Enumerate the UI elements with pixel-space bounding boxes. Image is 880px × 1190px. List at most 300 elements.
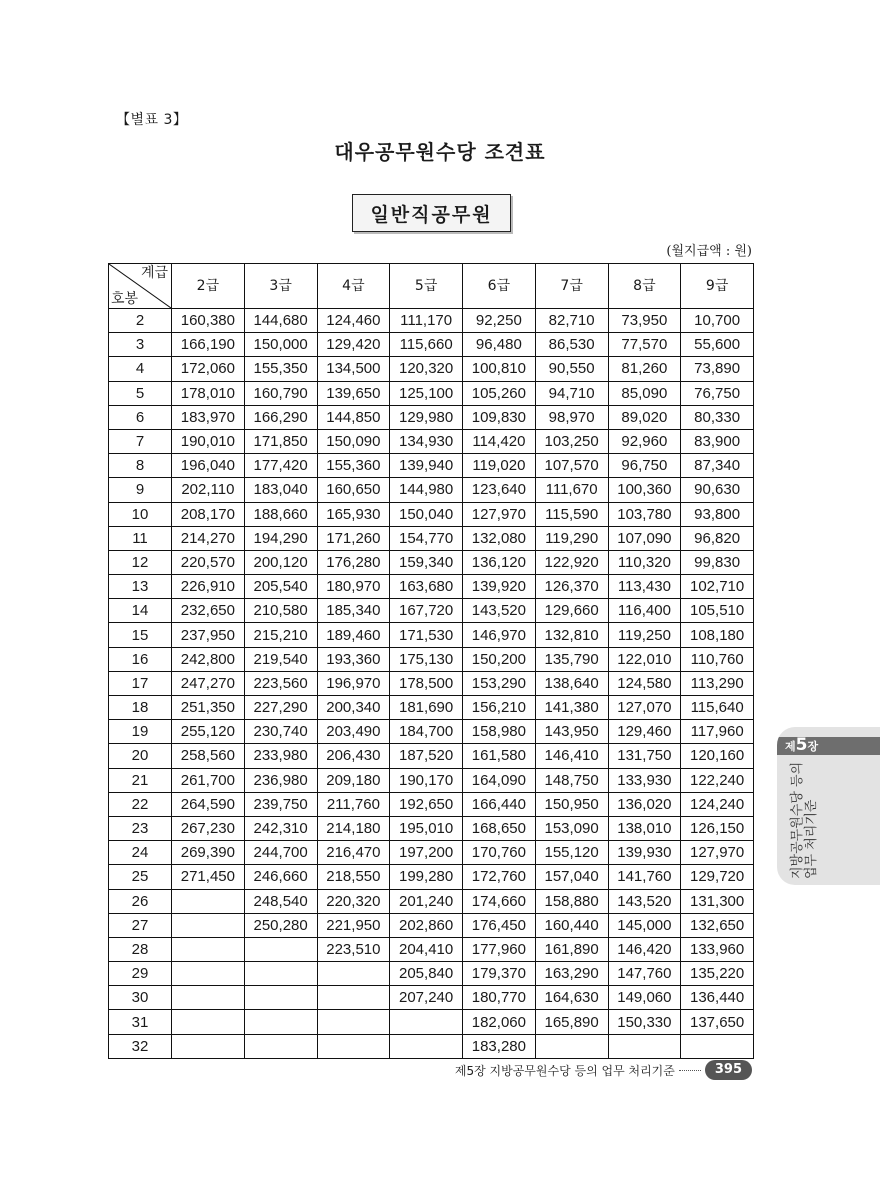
amount-cell: 164,090: [463, 768, 536, 792]
table-row: [109, 575, 754, 599]
grade-header-2: 2급: [172, 264, 245, 309]
amount-cell: 105,510: [681, 599, 754, 623]
amount-cell: 160,380: [172, 309, 245, 333]
amount-cell: 147,760: [608, 962, 681, 986]
step-cell: 2: [109, 309, 172, 333]
amount-cell: 141,380: [535, 696, 608, 720]
amount-cell: 160,790: [244, 381, 317, 405]
amount-cell: 177,960: [463, 937, 536, 961]
chapter-number-label: [785, 735, 818, 755]
amount-cell: 110,320: [608, 550, 681, 574]
amount-cell: 226,910: [172, 575, 245, 599]
amount-cell: 171,530: [390, 623, 463, 647]
amount-cell: 195,010: [390, 816, 463, 840]
amount-cell: 73,950: [608, 309, 681, 333]
table-row: [109, 720, 754, 744]
amount-cell: 102,710: [681, 575, 754, 599]
amount-cell: [535, 1034, 608, 1058]
amount-cell: 131,300: [681, 889, 754, 913]
table-row: [109, 599, 754, 623]
step-cell: 25: [109, 865, 172, 889]
amount-cell: 233,980: [244, 744, 317, 768]
amount-cell: 171,260: [317, 526, 390, 550]
amount-cell: 193,360: [317, 647, 390, 671]
table-row: [109, 937, 754, 961]
amount-cell: [244, 1034, 317, 1058]
section-title-box: [352, 194, 511, 232]
grade-header-4: 4급: [317, 264, 390, 309]
amount-cell: 204,410: [390, 937, 463, 961]
amount-cell: 127,970: [463, 502, 536, 526]
amount-cell: 201,240: [390, 889, 463, 913]
table-row: [109, 889, 754, 913]
amount-cell: 148,750: [535, 768, 608, 792]
amount-cell: 220,320: [317, 889, 390, 913]
amount-cell: 159,340: [390, 550, 463, 574]
amount-cell: 172,760: [463, 865, 536, 889]
amount-cell: 96,480: [463, 333, 536, 357]
amount-cell: 55,600: [681, 333, 754, 357]
amount-cell: 123,640: [463, 478, 536, 502]
amount-cell: 242,310: [244, 816, 317, 840]
amount-cell: 10,700: [681, 309, 754, 333]
step-cell: 22: [109, 792, 172, 816]
amount-cell: 196,040: [172, 454, 245, 478]
table-row: [109, 696, 754, 720]
amount-cell: 157,040: [535, 865, 608, 889]
amount-cell: 111,670: [535, 478, 608, 502]
step-cell: 14: [109, 599, 172, 623]
amount-cell: 107,090: [608, 526, 681, 550]
allowance-table: [108, 263, 754, 1059]
table-row: [109, 454, 754, 478]
amount-cell: 135,220: [681, 962, 754, 986]
amount-cell: 219,540: [244, 647, 317, 671]
amount-cell: 132,810: [535, 623, 608, 647]
chapter-side-text: 지방공무원수당 등의 업무 처리기준: [790, 761, 819, 879]
amount-cell: 119,290: [535, 526, 608, 550]
amount-cell: 143,520: [463, 599, 536, 623]
table-row: [109, 865, 754, 889]
table-row: [109, 962, 754, 986]
section-title: 일반직공무원: [370, 203, 493, 226]
chapter-prefix: 제: [785, 740, 796, 753]
amount-cell: 122,240: [681, 768, 754, 792]
amount-cell: 166,290: [244, 405, 317, 429]
amount-cell: 175,130: [390, 647, 463, 671]
amount-cell: 136,020: [608, 792, 681, 816]
page-number-badge: 395: [705, 1060, 752, 1080]
amount-cell: [244, 1010, 317, 1034]
amount-cell: 109,830: [463, 405, 536, 429]
amount-cell: 163,680: [390, 575, 463, 599]
amount-cell: 160,650: [317, 478, 390, 502]
amount-cell: 80,330: [681, 405, 754, 429]
table-row: [109, 744, 754, 768]
chapter-suffix: 장: [807, 740, 819, 753]
amount-cell: 126,150: [681, 816, 754, 840]
amount-cell: 122,920: [535, 550, 608, 574]
amount-cell: 115,590: [535, 502, 608, 526]
amount-cell: 189,460: [317, 623, 390, 647]
amount-cell: [317, 962, 390, 986]
amount-cell: 119,250: [608, 623, 681, 647]
amount-cell: 145,000: [608, 913, 681, 937]
amount-cell: 267,230: [172, 816, 245, 840]
amount-cell: 150,040: [390, 502, 463, 526]
amount-cell: 194,290: [244, 526, 317, 550]
amount-cell: 211,760: [317, 792, 390, 816]
amount-cell: 150,000: [244, 333, 317, 357]
amount-cell: [172, 937, 245, 961]
amount-cell: 146,410: [535, 744, 608, 768]
amount-cell: 269,390: [172, 841, 245, 865]
amount-cell: 114,420: [463, 429, 536, 453]
amount-cell: 115,640: [681, 696, 754, 720]
step-cell: 9: [109, 478, 172, 502]
amount-cell: 139,940: [390, 454, 463, 478]
table-row: [109, 671, 754, 695]
amount-cell: 237,950: [172, 623, 245, 647]
step-cell: 10: [109, 502, 172, 526]
table-row: [109, 768, 754, 792]
step-cell: 6: [109, 405, 172, 429]
amount-cell: [244, 962, 317, 986]
table-row: [109, 381, 754, 405]
table-row: [109, 357, 754, 381]
amount-cell: 167,720: [390, 599, 463, 623]
amount-cell: 196,970: [317, 671, 390, 695]
amount-cell: 155,350: [244, 357, 317, 381]
amount-cell: 264,590: [172, 792, 245, 816]
step-cell: 7: [109, 429, 172, 453]
amount-cell: 90,550: [535, 357, 608, 381]
table-row: [109, 405, 754, 429]
amount-cell: 158,880: [535, 889, 608, 913]
amount-cell: 221,950: [317, 913, 390, 937]
amount-cell: [681, 1034, 754, 1058]
table-row: [109, 1034, 754, 1058]
step-cell: 27: [109, 913, 172, 937]
amount-cell: 73,890: [681, 357, 754, 381]
amount-cell: 166,190: [172, 333, 245, 357]
amount-cell: 146,970: [463, 623, 536, 647]
grade-header-5: 5급: [390, 264, 463, 309]
table-label: 【별표 3】: [116, 112, 188, 128]
amount-cell: 124,240: [681, 792, 754, 816]
amount-cell: 156,210: [463, 696, 536, 720]
step-cell: 4: [109, 357, 172, 381]
amount-cell: 215,210: [244, 623, 317, 647]
amount-cell: 166,440: [463, 792, 536, 816]
amount-cell: 93,800: [681, 502, 754, 526]
amount-cell: 135,790: [535, 647, 608, 671]
chapter-side-tab: [777, 727, 880, 885]
amount-cell: 172,060: [172, 357, 245, 381]
amount-cell: 111,170: [390, 309, 463, 333]
amount-cell: 170,760: [463, 841, 536, 865]
amount-cell: 150,090: [317, 429, 390, 453]
amount-cell: 137,650: [681, 1010, 754, 1034]
amount-cell: 184,700: [390, 720, 463, 744]
amount-cell: 129,460: [608, 720, 681, 744]
amount-cell: 223,510: [317, 937, 390, 961]
amount-cell: 154,770: [390, 526, 463, 550]
amount-cell: [172, 913, 245, 937]
amount-cell: 119,020: [463, 454, 536, 478]
amount-cell: 218,550: [317, 865, 390, 889]
table-row: [109, 333, 754, 357]
step-cell: 17: [109, 671, 172, 695]
amount-cell: 248,540: [244, 889, 317, 913]
amount-cell: 155,360: [317, 454, 390, 478]
amount-cell: 247,270: [172, 671, 245, 695]
amount-cell: 153,090: [535, 816, 608, 840]
page-title: 대우공무원수당 조견표: [334, 140, 546, 164]
amount-cell: 103,780: [608, 502, 681, 526]
table-body: [109, 309, 754, 1059]
step-cell: 11: [109, 526, 172, 550]
amount-cell: [317, 1010, 390, 1034]
step-cell: 13: [109, 575, 172, 599]
chapter-number: 5: [795, 735, 808, 755]
grade-header-8: 8급: [608, 264, 681, 309]
amount-cell: 205,540: [244, 575, 317, 599]
amount-cell: 115,660: [390, 333, 463, 357]
amount-cell: 216,470: [317, 841, 390, 865]
amount-cell: 239,750: [244, 792, 317, 816]
amount-cell: 107,570: [535, 454, 608, 478]
amount-cell: [390, 1034, 463, 1058]
amount-cell: 161,580: [463, 744, 536, 768]
corner-label-grade: 계급: [140, 265, 168, 281]
amount-cell: 165,930: [317, 502, 390, 526]
amount-cell: [172, 1034, 245, 1058]
amount-cell: 110,760: [681, 647, 754, 671]
amount-cell: 183,280: [463, 1034, 536, 1058]
amount-cell: 122,010: [608, 647, 681, 671]
amount-cell: 143,950: [535, 720, 608, 744]
amount-cell: 132,650: [681, 913, 754, 937]
table-row: [109, 647, 754, 671]
amount-cell: 113,290: [681, 671, 754, 695]
amount-cell: 176,280: [317, 550, 390, 574]
amount-cell: 133,960: [681, 937, 754, 961]
amount-cell: 124,580: [608, 671, 681, 695]
amount-cell: 236,980: [244, 768, 317, 792]
amount-cell: 77,570: [608, 333, 681, 357]
amount-cell: 188,660: [244, 502, 317, 526]
amount-cell: 90,630: [681, 478, 754, 502]
amount-cell: 139,650: [317, 381, 390, 405]
table-row: [109, 986, 754, 1010]
amount-cell: 208,170: [172, 502, 245, 526]
amount-cell: 99,830: [681, 550, 754, 574]
amount-cell: 163,290: [535, 962, 608, 986]
page-footer: [455, 1060, 752, 1080]
amount-cell: 125,100: [390, 381, 463, 405]
amount-cell: 207,240: [390, 986, 463, 1010]
amount-cell: 105,260: [463, 381, 536, 405]
step-cell: 23: [109, 816, 172, 840]
amount-cell: 197,200: [390, 841, 463, 865]
amount-cell: 103,250: [535, 429, 608, 453]
amount-cell: 182,060: [463, 1010, 536, 1034]
step-cell: 18: [109, 696, 172, 720]
amount-cell: 165,890: [535, 1010, 608, 1034]
amount-cell: 94,710: [535, 381, 608, 405]
table-corner-cell: [109, 264, 172, 309]
amount-cell: 96,750: [608, 454, 681, 478]
table-row: [109, 526, 754, 550]
amount-cell: 129,660: [535, 599, 608, 623]
amount-cell: 190,010: [172, 429, 245, 453]
amount-cell: [172, 1010, 245, 1034]
amount-cell: 113,430: [608, 575, 681, 599]
amount-cell: 244,700: [244, 841, 317, 865]
grade-header-9: 9급: [681, 264, 754, 309]
amount-cell: 134,500: [317, 357, 390, 381]
amount-cell: 209,180: [317, 768, 390, 792]
amount-cell: 183,040: [244, 478, 317, 502]
amount-cell: 192,650: [390, 792, 463, 816]
step-cell: 3: [109, 333, 172, 357]
amount-cell: 144,980: [390, 478, 463, 502]
footer-dotted-rule: [679, 1070, 701, 1071]
amount-cell: 177,420: [244, 454, 317, 478]
amount-cell: 171,850: [244, 429, 317, 453]
amount-cell: 199,280: [390, 865, 463, 889]
amount-cell: 200,120: [244, 550, 317, 574]
amount-cell: 133,930: [608, 768, 681, 792]
amount-cell: 100,360: [608, 478, 681, 502]
amount-cell: 138,640: [535, 671, 608, 695]
amount-cell: [390, 1010, 463, 1034]
amount-cell: 174,660: [463, 889, 536, 913]
amount-cell: 92,250: [463, 309, 536, 333]
step-cell: 15: [109, 623, 172, 647]
table-row: [109, 429, 754, 453]
amount-cell: 127,070: [608, 696, 681, 720]
table-row: [109, 1010, 754, 1034]
amount-cell: 205,840: [390, 962, 463, 986]
amount-cell: 223,560: [244, 671, 317, 695]
amount-cell: 271,450: [172, 865, 245, 889]
amount-cell: 139,920: [463, 575, 536, 599]
amount-cell: 202,110: [172, 478, 245, 502]
amount-cell: 76,750: [681, 381, 754, 405]
amount-cell: [317, 986, 390, 1010]
amount-cell: 183,970: [172, 405, 245, 429]
step-cell: 31: [109, 1010, 172, 1034]
amount-cell: 164,630: [535, 986, 608, 1010]
amount-cell: 136,120: [463, 550, 536, 574]
amount-cell: 179,370: [463, 962, 536, 986]
amount-cell: 117,960: [681, 720, 754, 744]
amount-cell: 98,970: [535, 405, 608, 429]
amount-cell: 85,090: [608, 381, 681, 405]
amount-cell: 158,980: [463, 720, 536, 744]
step-cell: 19: [109, 720, 172, 744]
amount-cell: 108,180: [681, 623, 754, 647]
amount-cell: 131,750: [608, 744, 681, 768]
table-row: [109, 502, 754, 526]
amount-cell: 214,180: [317, 816, 390, 840]
amount-cell: 230,740: [244, 720, 317, 744]
unit-note: (월지급액 : 원): [666, 244, 752, 259]
amount-cell: [608, 1034, 681, 1058]
amount-cell: 150,330: [608, 1010, 681, 1034]
step-cell: 5: [109, 381, 172, 405]
amount-cell: 210,580: [244, 599, 317, 623]
amount-cell: 87,340: [681, 454, 754, 478]
amount-cell: 250,280: [244, 913, 317, 937]
table-row: [109, 309, 754, 333]
table-header-row: [109, 264, 754, 309]
amount-cell: [172, 889, 245, 913]
amount-cell: 242,800: [172, 647, 245, 671]
step-cell: 21: [109, 768, 172, 792]
grade-header-3: 3급: [244, 264, 317, 309]
step-cell: 28: [109, 937, 172, 961]
corner-label-step: 호봉: [111, 291, 139, 307]
amount-cell: 149,060: [608, 986, 681, 1010]
amount-cell: 116,400: [608, 599, 681, 623]
amount-cell: 214,270: [172, 526, 245, 550]
amount-cell: 82,710: [535, 309, 608, 333]
amount-cell: 203,490: [317, 720, 390, 744]
amount-cell: 206,430: [317, 744, 390, 768]
grade-header-7: 7급: [535, 264, 608, 309]
amount-cell: 129,420: [317, 333, 390, 357]
amount-cell: 227,290: [244, 696, 317, 720]
amount-cell: 261,700: [172, 768, 245, 792]
amount-cell: 220,570: [172, 550, 245, 574]
amount-cell: 246,660: [244, 865, 317, 889]
amount-cell: 255,120: [172, 720, 245, 744]
amount-cell: 127,970: [681, 841, 754, 865]
amount-cell: 155,120: [535, 841, 608, 865]
amount-cell: 150,950: [535, 792, 608, 816]
amount-cell: 126,370: [535, 575, 608, 599]
step-cell: 8: [109, 454, 172, 478]
amount-cell: 124,460: [317, 309, 390, 333]
amount-cell: 200,340: [317, 696, 390, 720]
footer-chapter-text: 제5장 지방공무원수당 등의 업무 처리기준: [454, 1063, 675, 1078]
table-row: [109, 623, 754, 647]
amount-cell: 143,520: [608, 889, 681, 913]
amount-cell: 178,010: [172, 381, 245, 405]
amount-cell: 120,320: [390, 357, 463, 381]
amount-cell: [244, 986, 317, 1010]
amount-cell: 180,970: [317, 575, 390, 599]
step-cell: 30: [109, 986, 172, 1010]
step-cell: 26: [109, 889, 172, 913]
table-row: [109, 816, 754, 840]
step-cell: 24: [109, 841, 172, 865]
amount-cell: 161,890: [535, 937, 608, 961]
amount-cell: 120,160: [681, 744, 754, 768]
amount-cell: 181,690: [390, 696, 463, 720]
amount-cell: [317, 1034, 390, 1058]
amount-cell: 132,080: [463, 526, 536, 550]
amount-cell: 89,020: [608, 405, 681, 429]
grade-header-6: 6급: [463, 264, 536, 309]
amount-cell: 141,760: [608, 865, 681, 889]
amount-cell: 129,720: [681, 865, 754, 889]
amount-cell: 92,960: [608, 429, 681, 453]
amount-cell: 86,530: [535, 333, 608, 357]
